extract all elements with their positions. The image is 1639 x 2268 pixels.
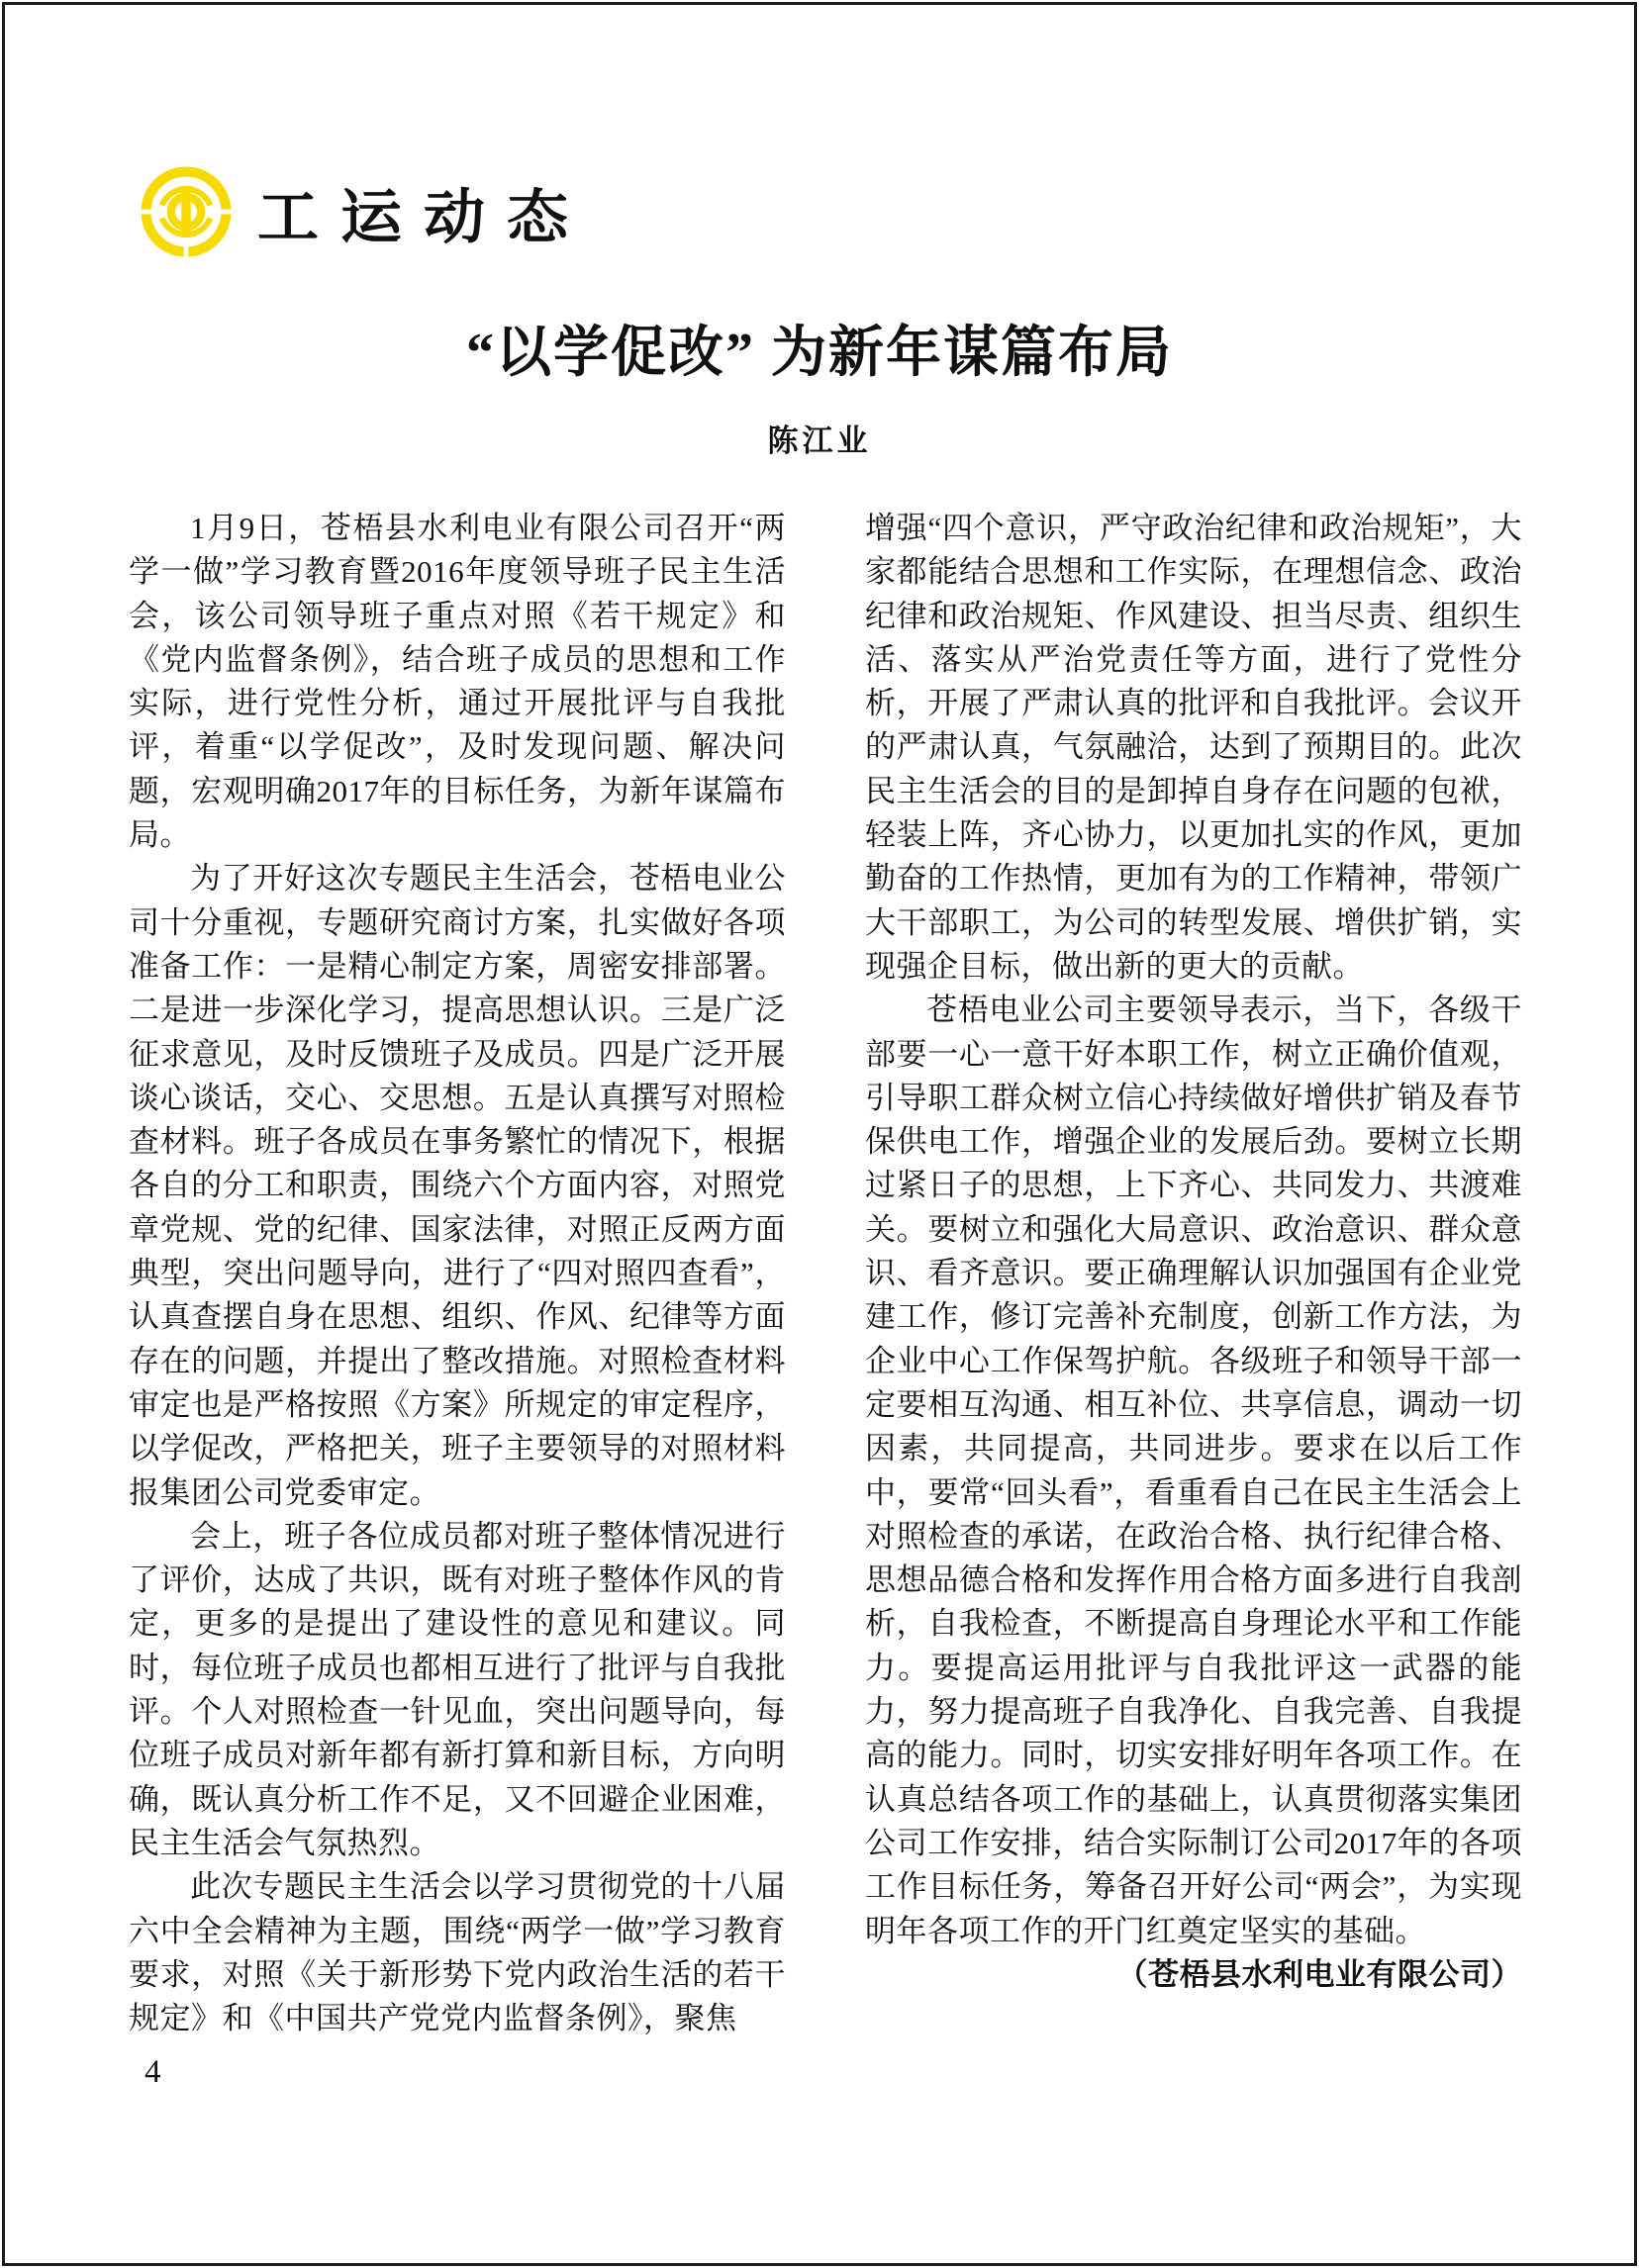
section-title: 工运动态 bbox=[257, 185, 591, 250]
paragraph: 1月9日，苍梧县水利电业有限公司召开“两学一做”学习教育暨2016年度领导班子民主生活会，该公司领导班子重点对照《若干规定》和《党内监督条例》，结合班子成员的思想和工作实际，进行党性分析，通过开展批评与自我批评，着重“以学促改”，及时发现问题、解决问题，宏观明确2017年的目标任务，为新年谋篇布局。 bbox=[129, 511, 786, 853]
attribution: （苍梧县水利电业有限公司） bbox=[1116, 1956, 1522, 1992]
paragraph: 会上，班子各位成员都对班子整体情况进行了评价，达成了共识，既有对班子整体作风的肯定，更多的是提出了建设性的意见和建议。同时，每位班子成员也都相互进行了批评与自我批评。个人对照检查一针见血，突出问题导向，每位班子成员对新年都有新打算和新目标，方向明确，既认真分析工作不足，又不回避企业困难，民主生活会气氛热烈。 bbox=[129, 1518, 786, 1860]
paragraph: 苍梧电业公司主要领导表示，当下，各级干部要一心一意干好本职工作，树立正确价值观，引导职工群众树立信心持续做好增供扩销及春节保供电工作，增强企业的发展后劲。要树立长期过紧日子的思想，上下齐心、共同发力、共渡难关。要树立和强化大局意识、政治意识、群众意识、看齐意识。要正确理解认识加强国有企业党建工作，修订完善补充制度，创新工作方法，为企业中心工作保驾护航。各级班子和领导干部一定要相互沟通、相互补位、共享信息，调动一切因素，共同提高，共同进步。要求在以后工作中，要常“回头看”，看重看自己在民主生活会上对照检查的承诺，在政治合格、执行纪律合格、思想品德合格和发挥作用合格方面多进行自我剖析，自我检查，不断提高自身理论水平和工作能力。要提高运用批评与自我批评这一武器的能力，努力提高班子自我净化、自我完善、自我提高的能力。同时，切实安排好明年各项工作。在认真总结各项工作的基础上，认真贯彻落实集团公司工作安排，结合实际制订公司2017年的各项工作目标任务，筹备召开好公司“两会”，为实现明年各项工作的开门红奠定坚实的基础。 bbox=[865, 992, 1522, 1948]
paragraph: 增强“四个意识，严守政治纪律和政治规矩”，大家都能结合思想和工作实际，在理想信念、政治纪律和政治规矩、作风建设、担当尽责、组织生活、落实从严治党责任等方面，进行了党性分析，开展了严肃认真的批评和自我批评。会议开的严肃认真，气氛融洽，达到了预期目的。此次民主生活会的目的是卸掉自身存在问题的包袱，轻装上阵，齐心协力，以更加扎实的作风，更加勤奋的工作热情，更加有为的工作精神，带领广大干部职工，为公司的转型发展、增供扩销，实现强企目标，做出新的更大的贡献。 bbox=[865, 511, 1522, 984]
trade-union-emblem-icon bbox=[141, 166, 232, 257]
left-column bbox=[129, 507, 786, 2040]
page-number: 4 bbox=[145, 2054, 161, 2090]
article-body bbox=[129, 507, 1522, 2040]
paragraph: 为了开好这次专题民主生活会，苍梧电业公司十分重视，专题研究商讨方案，扎实做好各项准备工作：一是精心制定方案，周密安排部署。二是进一步深化学习，提高思想认识。三是广泛征求意见，及时反馈班子及成员。四是广泛开展谈心谈话，交心、交思想。五是认真撰写对照检查材料。班子各成员在事务繁忙的情况下，根据各自的分工和职责，围绕六个方面内容，对照党章党规、党的纪律、国家法律，对照正反两方面典型，突出问题导向，进行了“四对照四查看”，认真查摆自身在思想、组织、作风、纪律等方面存在的问题，并提出了整改措施。对照检查材料审定也是严格按照《方案》所规定的审定程序，以学促改，严格把关，班子主要领导的对照材料报集团公司党委审定。 bbox=[129, 861, 786, 1510]
masthead bbox=[141, 166, 590, 257]
article-author: 陈江业 bbox=[767, 424, 872, 458]
right-column bbox=[865, 507, 1522, 2040]
paragraph: 此次专题民主生活会以学习贯彻党的十八届六中全会精神为主题，围绕“两学一做”学习教育要求，对照《关于新形势下党内政治生活的若干规定》和《中国共产党党内监督条例》，聚焦 bbox=[129, 1869, 786, 2036]
article-title: “以学促改” 为新年谋篇布局 bbox=[466, 323, 1173, 384]
